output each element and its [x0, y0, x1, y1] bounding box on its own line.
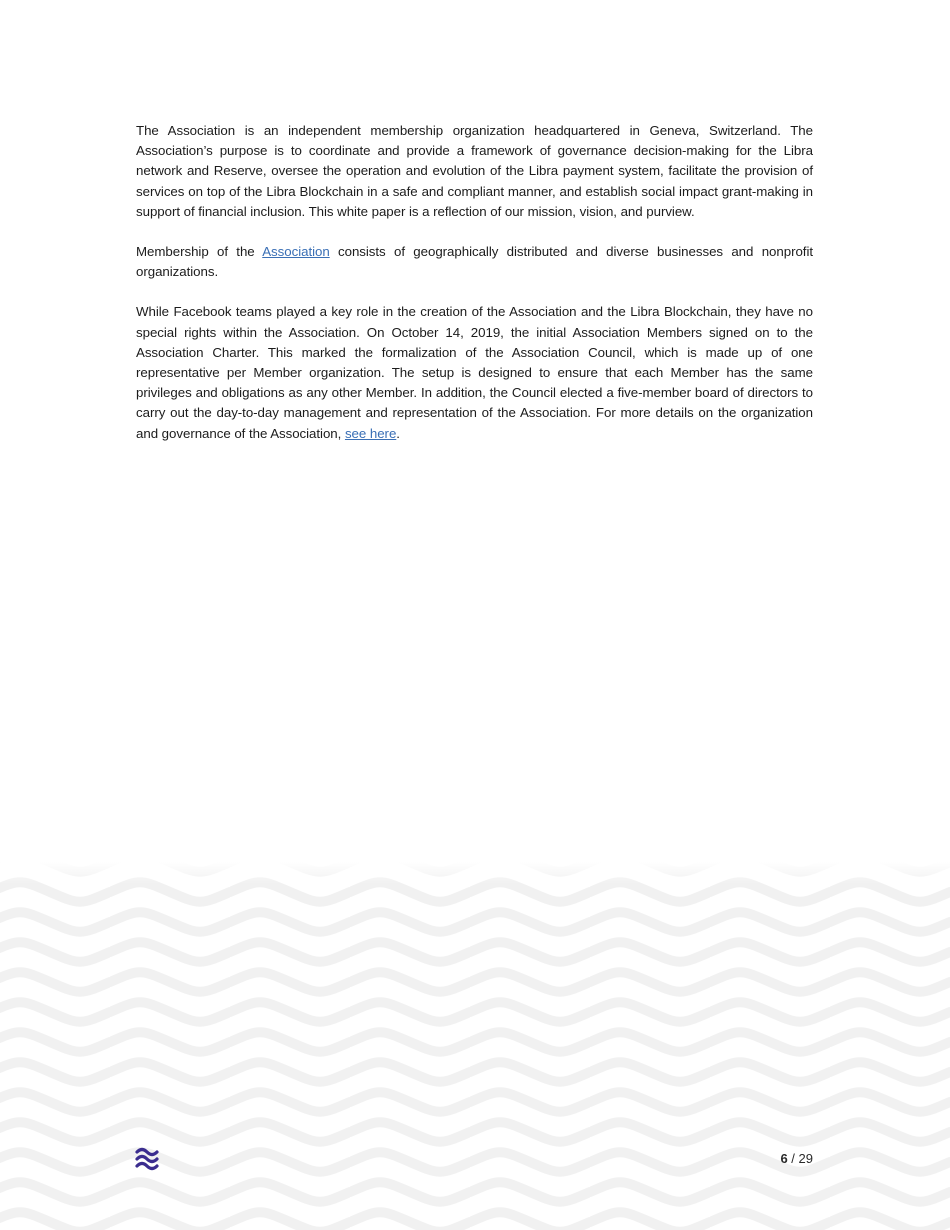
page-current: 6 [780, 1151, 788, 1166]
paragraph-text-before: While Facebook teams played a key role in the creation of the Association and the Libra Blockchain, they have no special rights within the Association. On October 14, 2019, the initial Association Members signed on to the Association Charter. This marked the formalization of the Association Council, which is made up of one representative per Member organization. The setup is designed to ensure that each Member has the same privileges and obligations as any other Member. In addition, the Council elected a five-member board of directors to carry out the day-to-day management and representation of the Association. For more details on the organization and governance of the Association, [136, 304, 813, 441]
page-total: 29 [798, 1151, 813, 1166]
paragraph-membership [136, 242, 813, 282]
paragraph-text: The Association is an independent membership organization headquartered in Geneva, Switzerland. The Association’s purpose is to coordinate and provide a framework of governance decision-making for the Libra network and Reserve, oversee the operation and evolution of the Libra payment system, facilitate the provision of services on top of the Libra Blockchain in a safe and compliant manner, and establish social impact grant-making in support of financial inclusion. This white paper is a reflection of our mission, vision, and purview. [136, 123, 813, 219]
paragraph-text-after: consists of geographically distributed and diverse businesses and nonprofit organizations. [136, 244, 813, 280]
wave-pattern-background [0, 862, 950, 1230]
paragraph-association-intro [136, 121, 813, 222]
association-link[interactable]: Association [262, 244, 330, 260]
see-here-link[interactable]: see here [344, 425, 397, 441]
libra-logo-icon [135, 1146, 159, 1172]
page-separator: / [787, 1151, 799, 1166]
page-number [780, 1151, 813, 1166]
body-text [136, 121, 813, 464]
paragraph-text-after: . [396, 425, 400, 441]
paragraph-governance [136, 302, 813, 443]
paragraph-text-before: Membership of the [136, 244, 263, 260]
